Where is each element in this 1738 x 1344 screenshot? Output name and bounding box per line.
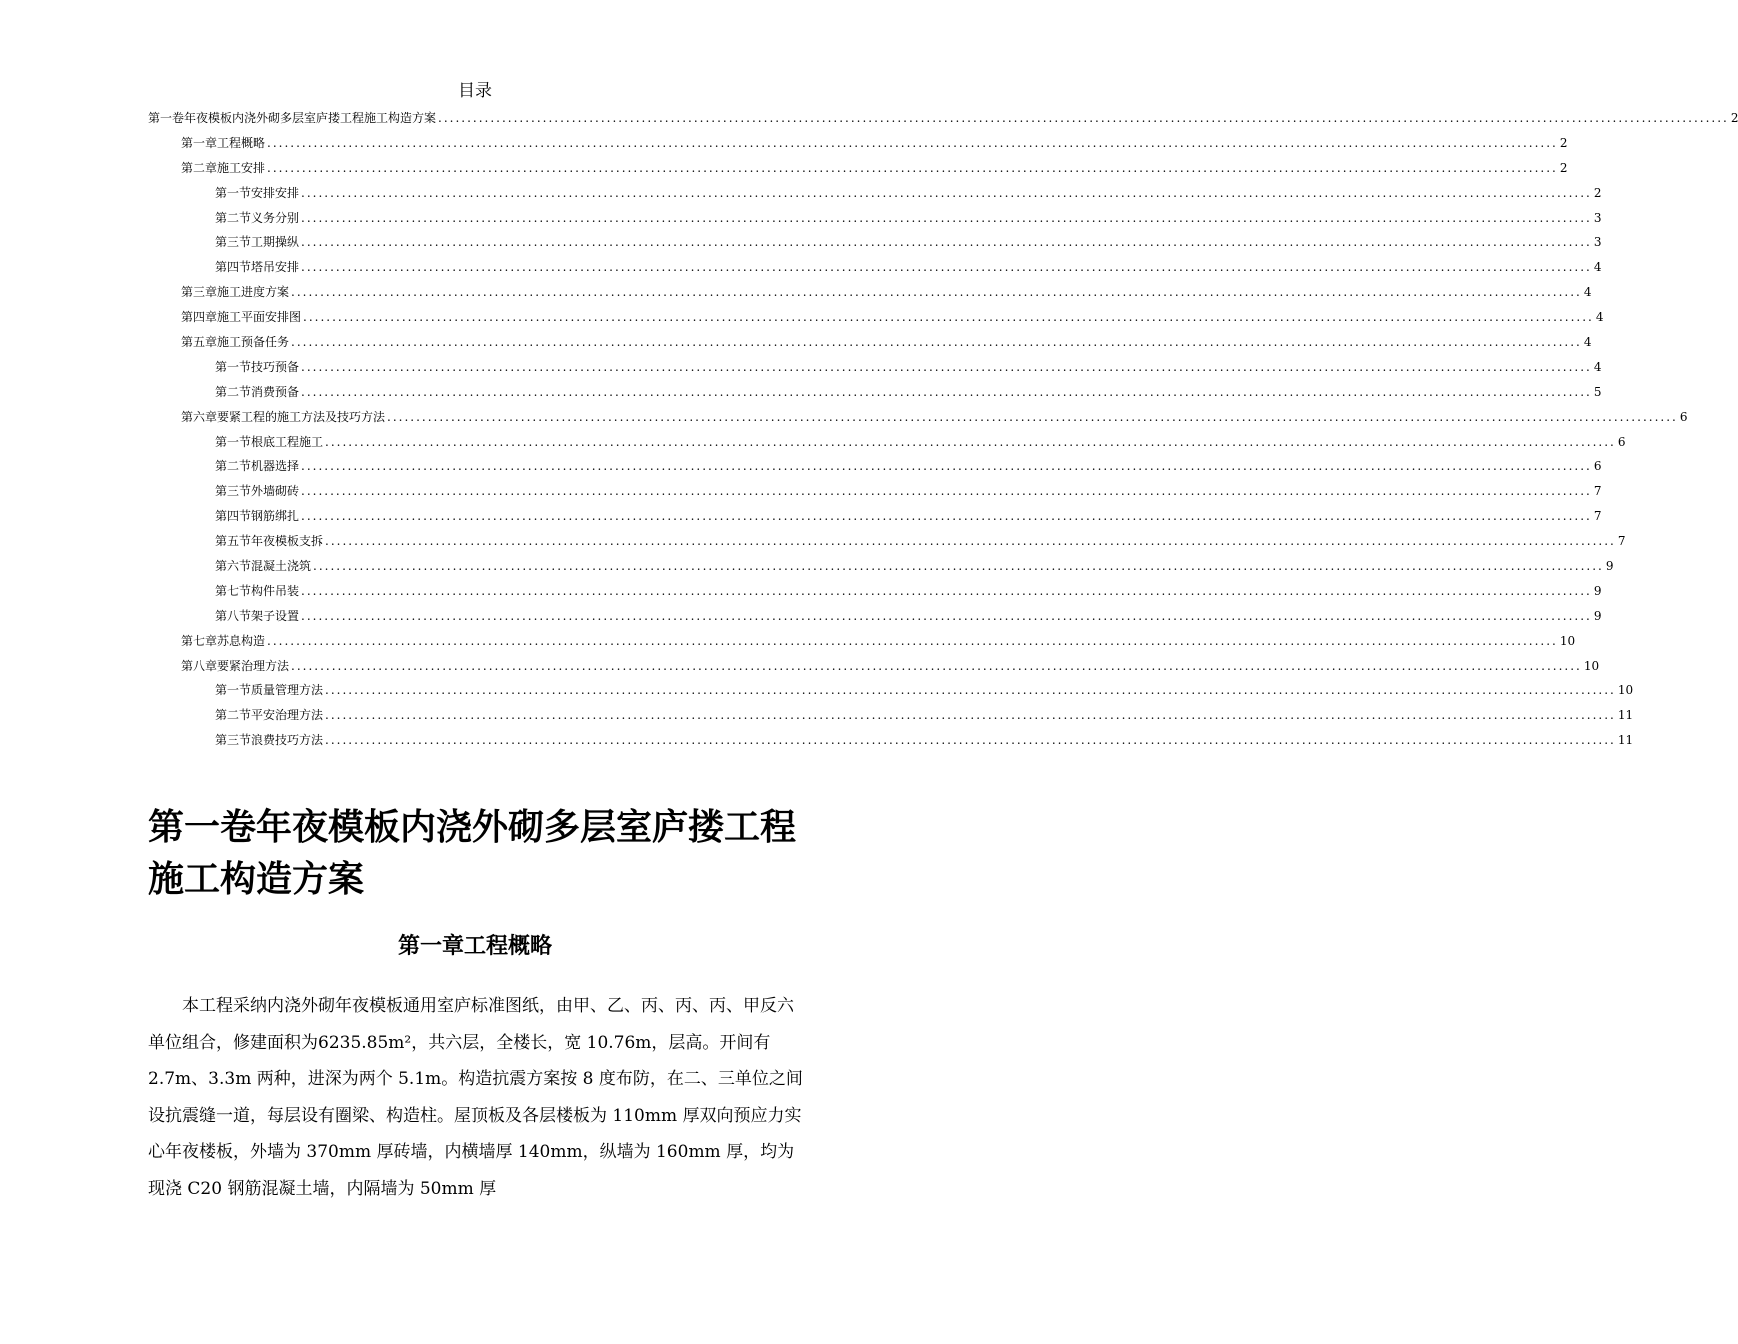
toc-page-number: 7: [1593, 509, 1602, 524]
toc-leader-dots: ..............................................................................................................................................................................................................................: [291, 285, 1582, 300]
toc-entry[interactable]: [148, 554, 1614, 579]
toc-leader-dots: ..............................................................................................................................................................................................................................: [303, 310, 1594, 325]
toc-entry[interactable]: [148, 654, 1600, 679]
toc-entry-text: 第一节质量管理方法: [215, 683, 324, 698]
toc-title: 目录: [458, 81, 492, 101]
toc-entry-text: 第二节平安治理方法: [215, 708, 324, 723]
toc-entry[interactable]: [148, 206, 1602, 231]
toc-leader-dots: ..............................................................................................................................................................................................................................: [267, 135, 1558, 150]
toc-entry-text: 第八节架子设置: [215, 608, 300, 623]
toc-entry[interactable]: [148, 454, 1602, 479]
toc-leader-dots: ..............................................................................................................................................................................................................................: [291, 658, 1582, 673]
toc-entry[interactable]: [148, 181, 1602, 206]
toc-entry-text: 第六章要紧工程的施工方法及技巧方法: [181, 409, 386, 424]
document-title: 第一卷年夜模板内浇外砌多层室庐搂工程施工构造方案: [148, 807, 797, 900]
toc-page-number: 3: [1593, 235, 1602, 250]
toc-page-number: 4: [1583, 335, 1592, 350]
toc-entry-text: 第三节外墙砌砖: [215, 484, 300, 499]
toc-entry-text: 第三章施工进度方案: [181, 285, 290, 300]
toc-page-number: 9: [1593, 608, 1602, 623]
toc-page-number: 2: [1730, 111, 1738, 125]
toc-entry[interactable]: [148, 504, 1602, 529]
toc-page-number: 5: [1593, 384, 1602, 399]
toc-entry-text: 第七节构件吊装: [215, 583, 300, 598]
toc-leader-dots: ..............................................................................................................................................................................................................................: [325, 434, 1616, 449]
toc-leader-dots: ..............................................................................................................................................................................................................................: [301, 384, 1592, 399]
toc-leader-dots: ..............................................................................................................................................................................................................................: [313, 559, 1604, 574]
toc-entry[interactable]: [148, 305, 1604, 330]
toc-page-number: 6: [1679, 409, 1688, 424]
toc-entry[interactable]: [148, 405, 1688, 430]
toc-entry-text: 第二节机器选择: [215, 459, 300, 474]
toc-entry[interactable]: [148, 156, 1568, 181]
chapter-title: 第一章工程概略: [397, 934, 552, 959]
toc-leader-dots: ..............................................................................................................................................................................................................................: [291, 335, 1582, 350]
toc-page-number: 2: [1559, 160, 1568, 175]
toc-entry-text: 第四节钢筋绑扎: [215, 509, 300, 524]
toc-page-number: 2: [1559, 135, 1568, 150]
toc-leader-dots: ..............................................................................................................................................................................................................................: [301, 359, 1592, 374]
toc-leader-dots: ..............................................................................................................................................................................................................................: [301, 583, 1592, 598]
toc-entry[interactable]: [148, 330, 1592, 355]
toc-entry[interactable]: [148, 678, 1634, 703]
toc-entry[interactable]: [148, 280, 1592, 305]
toc-page-number: 4: [1593, 260, 1602, 275]
toc-page-number: 10: [1559, 633, 1576, 648]
toc-page-number: 9: [1605, 559, 1614, 574]
toc-page-number: 6: [1617, 434, 1626, 449]
toc-page-number: 6: [1593, 459, 1602, 474]
toc-entry-text: 第一节根底工程施工: [215, 434, 324, 449]
toc-page-number: 4: [1593, 359, 1602, 374]
toc-entry[interactable]: [148, 728, 1634, 753]
body-paragraph: 本工程采纳内浇外砌年夜模板通用室庐标准图纸，由甲、乙、丙、丙、丙、甲反六单位组合，修建面积为6235.85m²，共六层，全楼长，宽 10.76m，层高。开间有 2.7m、3.3m 两种，进深为两个 5.1m。构造抗震方案按 8 度布防，在二、三单位之间设抗震缝一道，每层设有圈梁、构造柱。屋顶板及各层楼板为 110mm 厚双向预应力实心年夜楼板，外墙为 370mm 厚砖墙，内横墙厚 140mm，纵墙为 160mm 厚，均为现浇 C20 钢筋混凝土墙，内隔墙为 50mm 厚: [148, 996, 803, 1199]
toc-entry-text: 第五节年夜模板支拆: [215, 534, 324, 549]
toc-entry[interactable]: [148, 579, 1602, 604]
toc-entry-text: 第三节浪费技巧方法: [215, 733, 324, 748]
table-of-contents: [148, 106, 1738, 753]
toc-page-number: 7: [1593, 484, 1602, 499]
toc-page-number: 11: [1617, 708, 1634, 723]
toc-leader-dots: ..............................................................................................................................................................................................................................: [301, 608, 1592, 623]
toc-entry[interactable]: [148, 380, 1602, 405]
toc-leader-dots: ..............................................................................................................................................................................................................................: [301, 509, 1592, 524]
toc-entry[interactable]: [148, 479, 1602, 504]
toc-entry-text: 第四章施工平面安排图: [181, 310, 302, 325]
toc-entry[interactable]: [148, 230, 1602, 255]
toc-leader-dots: ..............................................................................................................................................................................................................................: [325, 534, 1616, 549]
toc-entry-text: 第八章要紧治理方法: [181, 658, 290, 673]
toc-leader-dots: ..............................................................................................................................................................................................................................: [301, 459, 1592, 474]
toc-page-number: 10: [1583, 658, 1600, 673]
toc-entry-text: 第二节消费预备: [215, 384, 300, 399]
toc-entry[interactable]: [148, 703, 1634, 728]
toc-page-number: 11: [1617, 733, 1634, 748]
toc-leader-dots: ..............................................................................................................................................................................................................................: [301, 235, 1592, 250]
toc-entry-text: 第二节义务分别: [215, 210, 300, 225]
toc-leader-dots: ..............................................................................................................................................................................................................................: [387, 409, 1678, 424]
toc-entry-text: 第二章施工安排: [181, 160, 266, 175]
toc-page-number: 4: [1595, 310, 1604, 325]
toc-leader-dots: ..............................................................................................................................................................................................................................: [325, 708, 1616, 723]
toc-entry[interactable]: [148, 255, 1602, 280]
toc-leader-dots: ..............................................................................................................................................................................................................................: [267, 633, 1558, 648]
toc-entry-text: 第五章施工预备任务: [181, 335, 290, 350]
toc-entry-text: 第三节工期操纵: [215, 235, 300, 250]
toc-entry-text: 第一节技巧预备: [215, 359, 300, 374]
toc-entry[interactable]: [148, 629, 1576, 654]
toc-entry-text: 第一节安排安排: [215, 185, 300, 200]
toc-page-number: 10: [1617, 683, 1634, 698]
toc-page-number: 7: [1617, 534, 1626, 549]
toc-leader-dots: ..............................................................................................................................................................................................................................: [325, 733, 1616, 748]
toc-entry-text: 第一卷年夜模板内浇外砌多层室庐搂工程施工构造方案: [148, 111, 437, 125]
toc-leader-dots: ..............................................................................................................................................................................................................................: [438, 111, 1729, 125]
toc-page-number: 4: [1583, 285, 1592, 300]
toc-leader-dots: ..............................................................................................................................................................................................................................: [325, 683, 1616, 698]
toc-entry[interactable]: [148, 106, 1738, 131]
toc-leader-dots: ..............................................................................................................................................................................................................................: [301, 185, 1592, 200]
toc-entry[interactable]: [148, 430, 1626, 455]
toc-entry[interactable]: [148, 355, 1602, 380]
toc-leader-dots: ..............................................................................................................................................................................................................................: [301, 484, 1592, 499]
toc-page-number: 3: [1593, 210, 1602, 225]
toc-entry[interactable]: [148, 604, 1602, 629]
toc-leader-dots: ..............................................................................................................................................................................................................................: [267, 160, 1558, 175]
toc-entry-text: 第四节塔吊安排: [215, 260, 300, 275]
toc-leader-dots: ..............................................................................................................................................................................................................................: [301, 210, 1592, 225]
toc-page-number: 9: [1593, 583, 1602, 598]
toc-entry-text: 第一章工程概略: [181, 135, 266, 150]
toc-page-number: 2: [1593, 185, 1602, 200]
toc-entry[interactable]: [148, 131, 1568, 156]
toc-leader-dots: ..............................................................................................................................................................................................................................: [301, 260, 1592, 275]
toc-entry-text: 第六节混凝土浇筑: [215, 559, 312, 574]
toc-entry-text: 第七章苏息构造: [181, 633, 266, 648]
toc-entry[interactable]: [148, 529, 1626, 554]
